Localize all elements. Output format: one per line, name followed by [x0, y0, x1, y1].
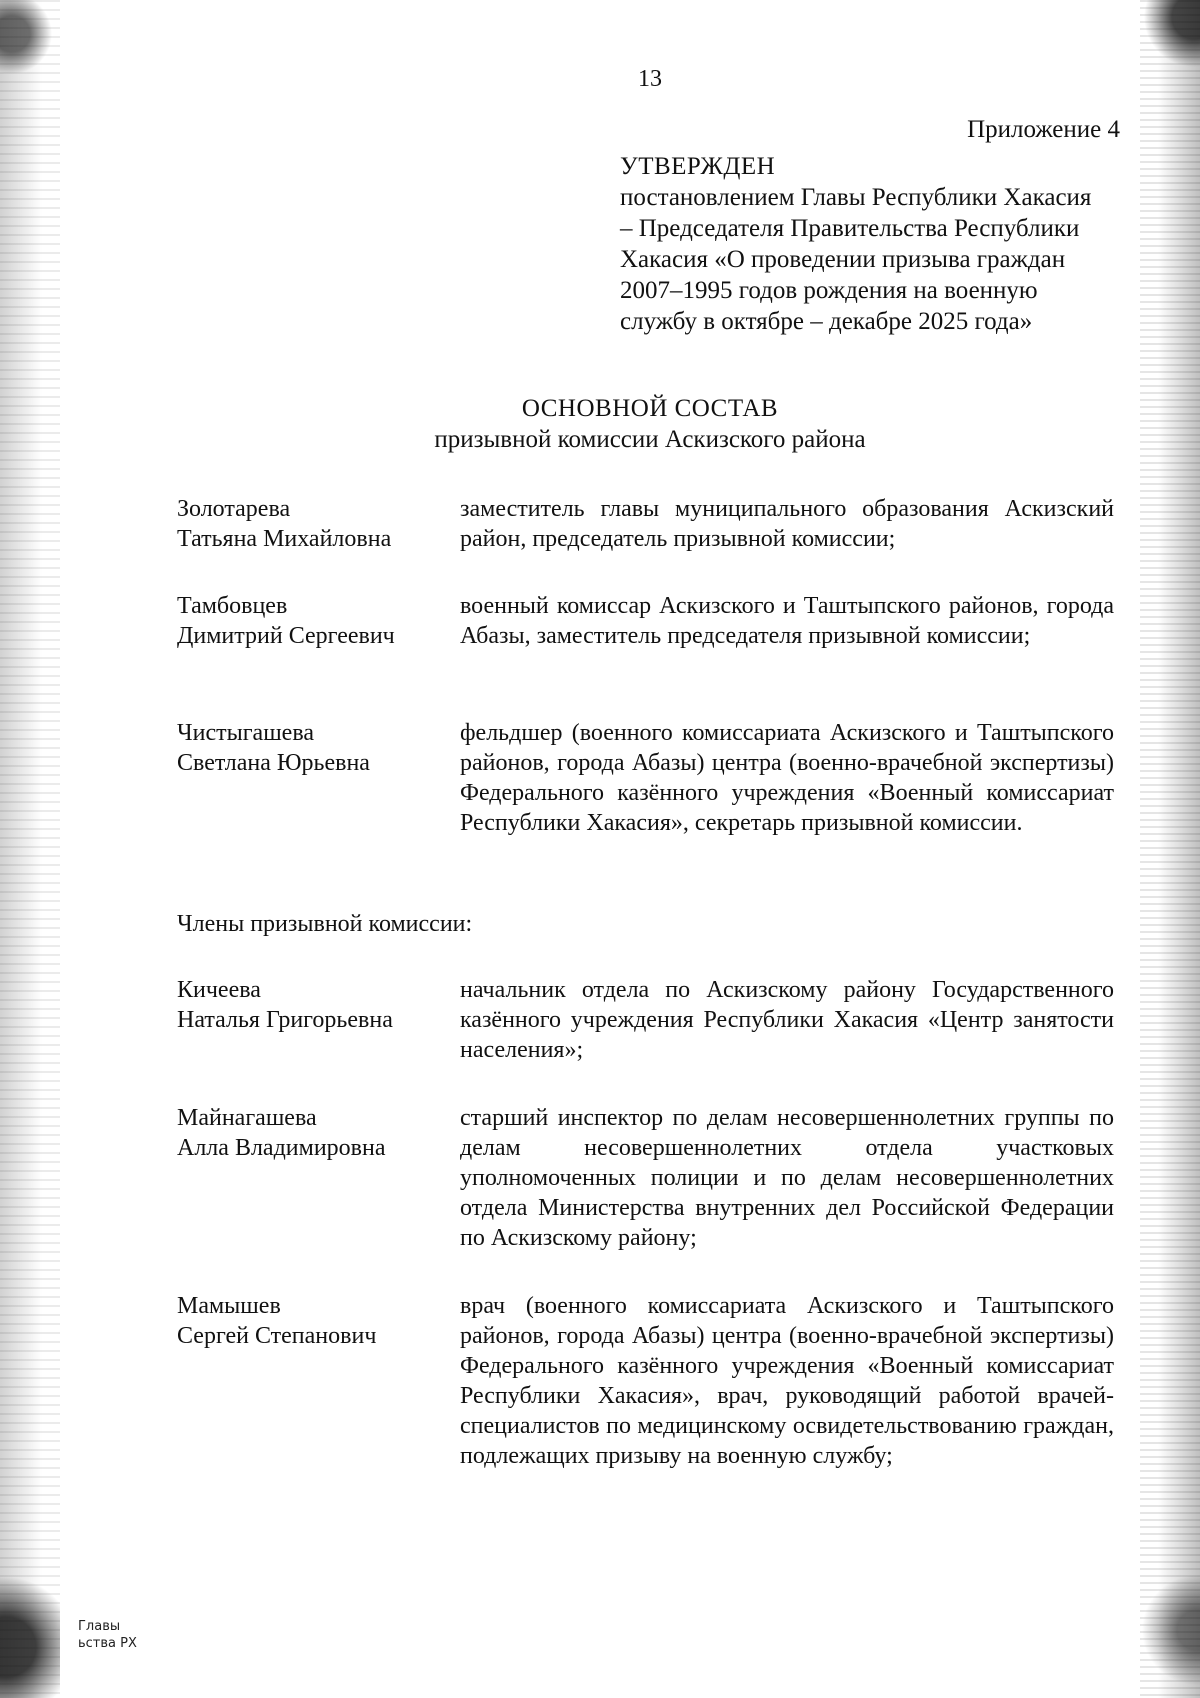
document-title: ОСНОВНОЙ СОСТАВ: [521, 395, 779, 422]
approved-text: постановлением Главы Республики Хакасия – Председателя Правительства Республики Хакасия «О проведении призыва граждан 2007–1995 годов рождения на военную службу в октябре – декабре 2025 года»: [620, 184, 1092, 335]
member-name: Майнагашева Алла Владимировна: [177, 1105, 386, 1161]
members-section-label: Члены призывной комиссии:: [177, 911, 473, 937]
page-number: 13: [638, 66, 662, 92]
member-role: врач (военного комиссариата Аскизского и Таштыпского районов, города Абазы) центра (военно-врачебной экспертизы) Федерального казённого учреждения «Военный комиссариат Республики Хакасия», врач, руководящий работой врачей-специалистов по медицинскому освидетельствованию граждан, подлежащих призыву на военную службу;: [460, 1293, 1114, 1469]
stamp-fragment: Главы ьства РХ: [78, 1619, 137, 1651]
member-entry: [177, 1103, 1114, 1253]
member-name: Золотарева Татьяна Михайловна: [177, 496, 392, 552]
member-entry: [177, 975, 1114, 1065]
member-role: старший инспектор по делам несовершеннолетних группы по делам несовершеннолетних отдела участковых уполномоченных полиции и по делам несовершеннолетних отдела Министерства внутренних дел Российской Федерации по Аскизскому району;: [460, 1105, 1114, 1251]
appendix-label: Приложение 4: [967, 116, 1120, 143]
document-title-block: [180, 393, 1120, 455]
member-name: Тамбовцев Димитрий Сергеевич: [177, 593, 395, 649]
document-subtitle: призывной комиссии Аскизского района: [434, 426, 866, 453]
scan-edge-right: [1140, 0, 1200, 1698]
member-entry: [177, 1291, 1114, 1471]
member-name: Кичеева Наталья Григорьевна: [177, 977, 393, 1033]
approval-header: [620, 114, 1120, 337]
member-entry: [177, 591, 1114, 651]
member-name: Чистыгашева Светлана Юрьевна: [177, 720, 370, 776]
member-name: Мамышев Сергей Степанович: [177, 1293, 377, 1349]
member-role: военный комиссар Аскизского и Таштыпского районов, города Абазы, заместитель председателя призывной комиссии;: [460, 593, 1114, 649]
member-role: заместитель главы муниципального образования Аскизский район, председатель призывной комиссии;: [460, 496, 1114, 552]
scan-edge-left: [0, 0, 60, 1698]
member-role: начальник отдела по Аскизскому району Государственного казённого учреждения Республики Хакасия «Центр занятости населения»;: [460, 977, 1114, 1063]
member-entry: [177, 718, 1114, 838]
member-role: фельдшер (военного комиссариата Аскизского и Таштыпского районов, города Абазы) центра (военно-врачебной экспертизы) Федерального казённого учреждения «Военный комиссариат Республики Хакасия», секретарь призывной комиссии.: [460, 720, 1114, 836]
approved-label: УТВЕРЖДЕН: [620, 153, 776, 180]
member-entry: [177, 494, 1114, 554]
